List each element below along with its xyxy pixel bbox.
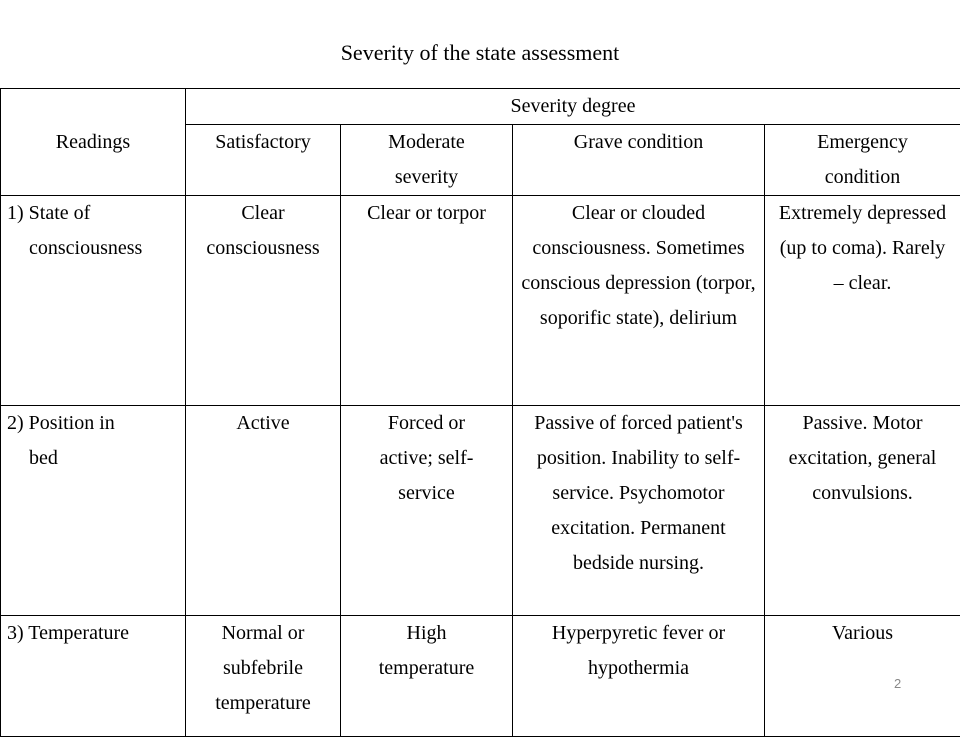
table-cell: Clear or clouded consciousness. Sometimes conscious depression (torpor, soporific state), delirium <box>513 196 765 406</box>
table-cell: Active <box>186 406 341 616</box>
table-row <box>1 616 960 737</box>
column-header-emergency: Emergency condition <box>765 125 960 196</box>
severity-table <box>0 88 960 737</box>
table-cell: Passive. Motor excitation, general convulsions. <box>765 406 960 616</box>
table-row <box>1 196 960 406</box>
row-label-consciousness: 1) State of consciousness <box>1 196 186 406</box>
row-label-position: 2) Position in bed <box>1 406 186 616</box>
table-cell: High temperature <box>341 616 513 737</box>
table-cell: Various <box>765 616 960 737</box>
column-header-moderate: Moderate severity <box>341 125 513 196</box>
table-cell: Clear or torpor <box>341 196 513 406</box>
table-cell: Clear consciousness <box>186 196 341 406</box>
table-cell: Passive of forced patient's position. Inability to self-service. Psychomotor excitation. Permanent bedside nursing. <box>513 406 765 616</box>
page-number: 2 <box>894 676 901 691</box>
readings-header: Readings <box>1 89 186 196</box>
table-cell: Forced or active; self-service <box>341 406 513 616</box>
row-label-temperature: 3) Temperature <box>1 616 186 737</box>
slide-title: Severity of the state assessment <box>0 39 960 67</box>
severity-degree-header: Severity degree <box>186 89 960 125</box>
table-cell: Normal or subfebrile temperature <box>186 616 341 737</box>
table-row <box>1 406 960 616</box>
column-header-grave: Grave condition <box>513 125 765 196</box>
column-header-satisfactory: Satisfactory <box>186 125 341 196</box>
header-row-top <box>1 89 960 125</box>
table-cell: Extremely depressed (up to coma). Rarely – clear. <box>765 196 960 406</box>
table-cell: Hyperpyretic fever or hypothermia <box>513 616 765 737</box>
